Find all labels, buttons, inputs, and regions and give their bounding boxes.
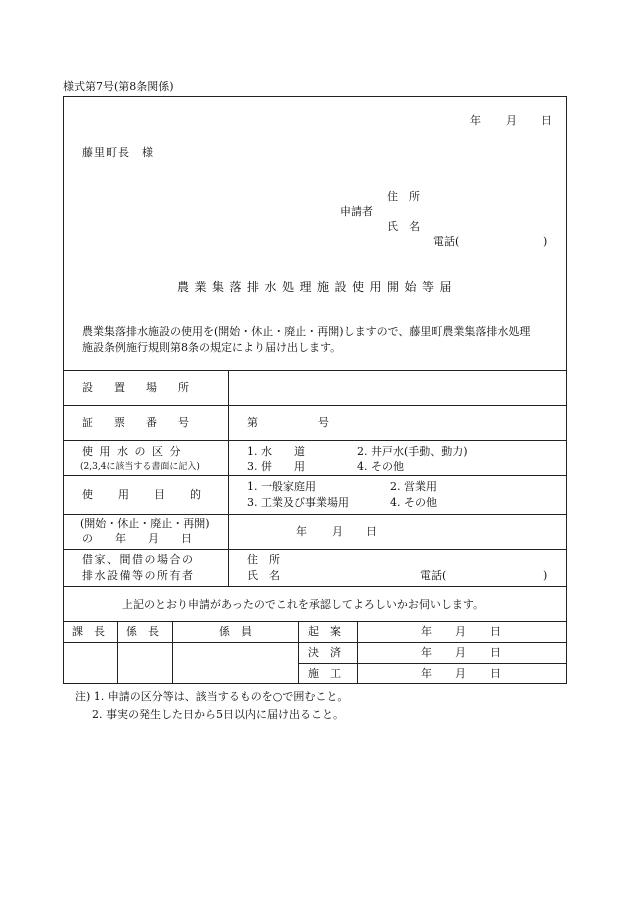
approval-row-day: 日 (490, 646, 501, 659)
cert-number-input[interactable] (262, 406, 314, 439)
water-option-4[interactable]: 4. その他 (357, 460, 404, 473)
row-divider (63, 405, 567, 406)
water-note: (2,3,4に該当する書面に記入) (80, 462, 200, 472)
approval-text: 上記のとおり申請があったのでこれを承認してよろしいかお伺いします。 (122, 598, 485, 611)
purpose-option-4[interactable]: 4. その他 (390, 496, 437, 509)
applicant-label: 申請者 (340, 205, 373, 218)
date-year: 年 (470, 114, 481, 127)
approval-row-label: 施 工 (308, 667, 341, 680)
approval-row-rule (298, 663, 567, 664)
addressee: 藤里町長 様 (82, 146, 154, 159)
approval-row-day: 日 (490, 625, 501, 638)
purpose-option-1[interactable]: 1. 一般家庭用 (247, 480, 316, 493)
purpose-label: 使 用 目 的 (82, 488, 202, 501)
approval-col-divider (117, 621, 118, 684)
water-option-2[interactable]: 2. 井戸水(手動、動力) (357, 445, 468, 458)
location-input[interactable] (229, 371, 566, 404)
row-divider (63, 514, 567, 515)
water-label: 使 用 水 の 区 分 (82, 445, 182, 458)
location-label: 設 置 場 所 (82, 381, 194, 394)
date-row-year: 年 (296, 525, 307, 538)
water-option-1[interactable]: 1. 水 道 (247, 445, 305, 458)
date-row-day: 日 (366, 525, 377, 538)
applicant-name-label: 氏 名 (387, 220, 420, 233)
applicant-address-label: 住 所 (387, 190, 420, 203)
cert-go: 号 (318, 416, 329, 429)
note-2: 2. 事実の発生した日から5日以内に届け出ること。 (92, 708, 344, 721)
approval-row-day: 日 (490, 667, 501, 680)
approval-row-month: 月 (455, 667, 466, 680)
approval-row-rule (298, 642, 567, 643)
row-divider (63, 440, 567, 441)
date-row-label-1: (開始・休止・廃止・再開) (80, 517, 210, 530)
applicant-phone-label: 電話( (433, 235, 460, 248)
cert-dai: 第 (247, 416, 258, 429)
applicant-phone-close: ) (543, 235, 548, 248)
date-row-label-2: の 年 月 日 (82, 532, 192, 545)
water-option-3[interactable]: 3. 併 用 (247, 460, 305, 473)
header-section-chief: 課 長 (72, 625, 105, 638)
owner-name-label: 氏 名 (247, 569, 280, 582)
header-staff: 係 員 (219, 625, 252, 638)
approval-row-month: 月 (455, 625, 466, 638)
approval-col-divider (357, 621, 358, 684)
approval-row-label: 決 済 (308, 646, 341, 659)
approval-row-year: 年 (421, 646, 432, 659)
owner-phone-label: 電話( (420, 569, 447, 582)
document-title: 農業集落排水処理施設使用開始等届 (177, 280, 458, 294)
body-text-line2: 施設条例施行規則第8条の規定により届け出します。 (82, 341, 342, 354)
row-divider (63, 475, 567, 476)
approval-header-rule (63, 642, 298, 643)
cert-label: 証 票 番 号 (82, 416, 194, 429)
form-number: 様式第7号(第8条関係) (63, 80, 174, 93)
approval-row-year: 年 (421, 667, 432, 680)
approval-table-top (63, 621, 567, 622)
owner-label-1: 借家、間借の場合の (82, 553, 195, 566)
approval-row-label: 起 案 (308, 625, 341, 638)
approval-col-divider (298, 621, 299, 684)
owner-phone-close: ) (543, 569, 548, 582)
owner-address-label: 住 所 (247, 553, 280, 566)
date-month: 月 (506, 114, 517, 127)
purpose-option-2[interactable]: 2. 営業用 (390, 480, 437, 493)
row-divider (63, 586, 567, 587)
body-text-line1: 農業集落排水施設の使用を(開始・休止・廃止・再開)しますので、藤里町農業集落排水処理 (82, 325, 531, 338)
approval-row-month: 月 (455, 646, 466, 659)
approval-row-year: 年 (421, 625, 432, 638)
row-divider (63, 549, 567, 550)
owner-label-2: 排水設備等の所有者 (82, 569, 195, 582)
approval-col-divider (172, 621, 173, 684)
note-1: 注) 1. 申請の区分等は、該当するものを○で囲むこと。 (75, 690, 349, 703)
purpose-option-3[interactable]: 3. 工業及び事業場用 (247, 496, 349, 509)
header-subsection-chief: 係 長 (126, 625, 159, 638)
date-row-month: 月 (332, 525, 343, 538)
date-day: 日 (541, 114, 552, 127)
